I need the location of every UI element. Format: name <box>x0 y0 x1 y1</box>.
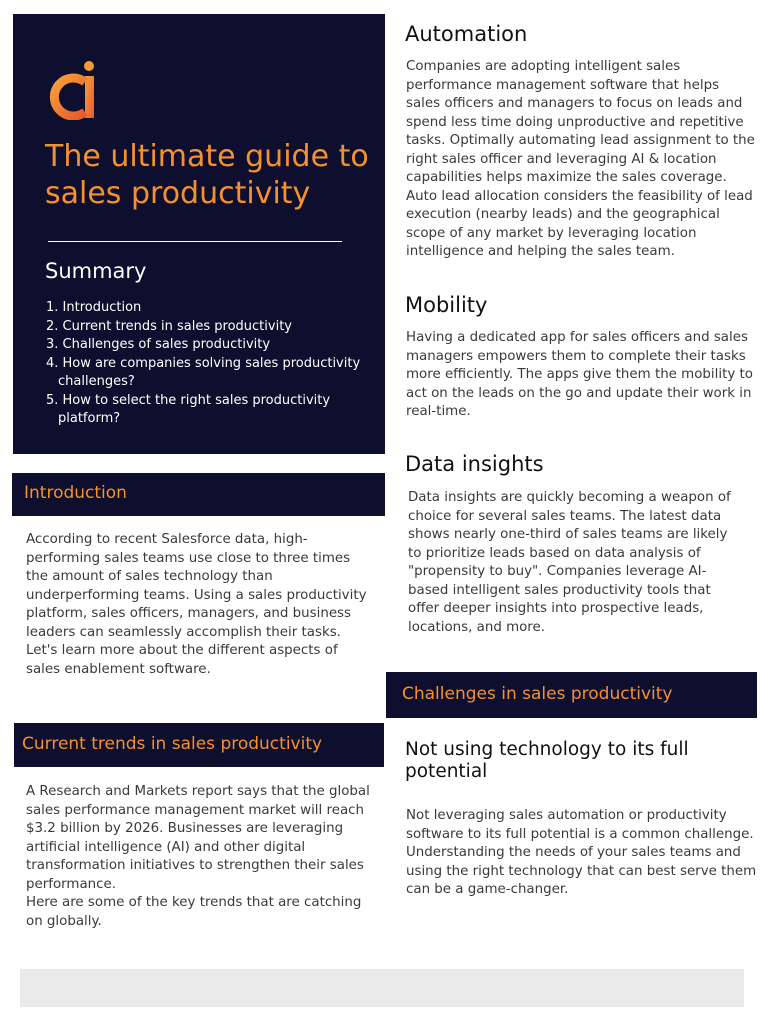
summary-item: 5. How to select the right sales productivity platform? <box>46 392 331 426</box>
summary-item: 3. Challenges of sales productivity <box>46 337 271 352</box>
challenges-heading: Challenges in sales productivity <box>402 684 673 704</box>
summary-card <box>13 14 385 454</box>
summary-list <box>46 299 382 429</box>
page-title: The ultimate guide to sales productivity <box>45 139 369 211</box>
trends-heading: Current trends in sales productivity <box>22 734 323 754</box>
summary-item: 4. How are companies solving sales productivity challenges? <box>46 355 361 389</box>
divider <box>48 241 342 242</box>
automation-heading: Automation <box>405 22 528 46</box>
trends-body <box>26 783 371 931</box>
summary-heading: Summary <box>45 259 147 283</box>
introduction-heading: Introduction <box>24 483 127 503</box>
mobility-body <box>406 329 756 422</box>
summary-item: 2. Current trends in sales productivity <box>46 318 292 334</box>
mobility-heading: Mobility <box>405 293 488 317</box>
trends-text: A Research and Markets report says that the global sales performance management market will reach $3.2 billion by 2026. Businesses are leveraging artificial intelligence (AI) and other digital transformation initiatives to strengthen their sales performance. <box>26 784 370 892</box>
automation-text: Companies are adopting intelligent sales performance management software that helps sales officers and managers to focus on leads and spend less time doing unproductive and repetitive tasks. Optimally automating lead assignment to the right sales officer and leveraging AI & location capabilities helps maximize the sales coverage. Auto lead allocation considers the feasibility of lead execution (nearby leads) and the geographical scope of any market by leveraging location intelligence and helping the sales team. <box>406 59 755 259</box>
trends-text-continued: Here are some of the key trends that are catching on globally. <box>26 895 362 929</box>
introduction-body <box>26 531 371 679</box>
automation-body <box>406 58 756 262</box>
summary-item: 1. Introduction <box>46 300 142 315</box>
challenge-text: Not leveraging sales automation or productivity software to its full potential is a common challenge. Understanding the needs of your sales teams and using the right technology that can best serve them can be a game-changer. <box>406 808 757 897</box>
data-insights-body <box>408 489 744 637</box>
data-insights-heading: Data insights <box>405 452 544 476</box>
mobility-text: Having a dedicated app for sales officers and sales managers empowers them to complete their tasks more efficiently. The apps give them the mobility to act on the leads on the go and update their work in real-time. <box>406 330 753 419</box>
challenge-subheading: Not using technology to its full potential <box>405 739 689 782</box>
trends-heading-bar <box>14 723 384 767</box>
challenge-body <box>406 807 758 900</box>
footer-bar <box>20 969 744 1007</box>
ai-logo-icon <box>47 58 99 120</box>
introduction-heading-bar <box>12 473 385 516</box>
challenges-heading-bar <box>386 672 757 718</box>
introduction-text: According to recent Salesforce data, high-performing sales teams use close to three times the amount of sales technology than underperforming teams. Using a sales productivity platform, sales officers, managers, and business leaders can seamlessly accomplish their tasks. Let's learn more about the different aspects of sales enablement software. <box>26 532 367 677</box>
data-insights-text: Data insights are quickly becoming a weapon of choice for several sales teams. The latest data shows nearly one-third of sales teams are likely to prioritize leads based on data analysis of "propensity to buy". Companies leverage AI-based intelligent sales productivity tools that offer deeper insights into prospective leads, locations, and more. <box>408 490 731 635</box>
